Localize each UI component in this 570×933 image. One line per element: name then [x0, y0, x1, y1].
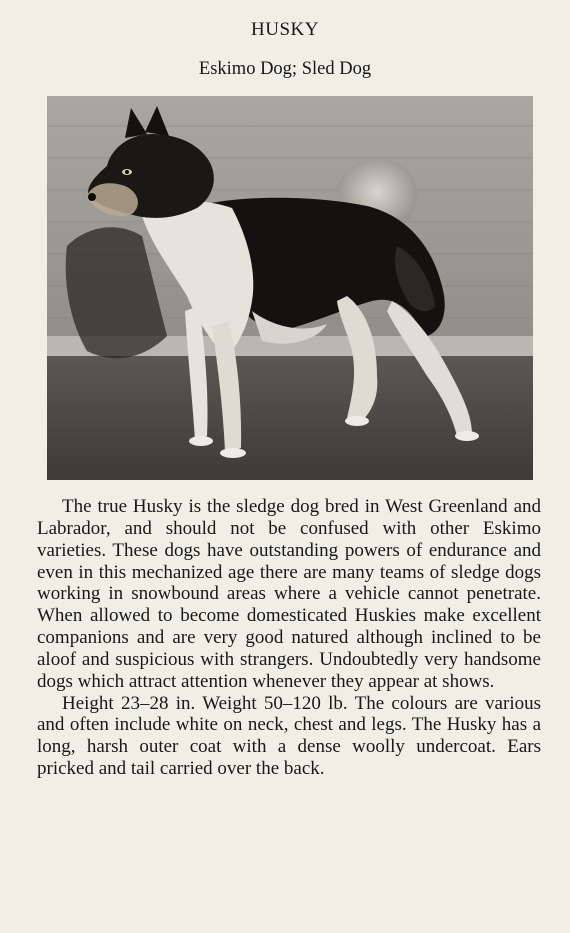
page-title: HUSKY — [251, 19, 319, 40]
page-subtitle: Eskimo Dog; Sled Dog — [198, 59, 372, 79]
description-paragraph: Height 23–28 in. Weight 50–120 lb. The colours are various and often include white on neck, chest and legs. The Husky has a long, harsh outer coat with a dense woolly undercoat. Ears pricked and tail carried over the back. — [37, 692, 541, 780]
dog-nose — [88, 193, 96, 201]
description-paragraph: The true Husky is the sledge dog bred in West Greenland and Labrador, and should not be confused with other Eskimo varieties. These dogs have outstanding powers of endurance and even in this mechanized age there are many teams of sledge dogs working in snowbound areas where a vehicle cannot penetrate. When allowed to become domesticated Huskies make excellent companions and are very good natured although inclined to be aloof and suspicious with strangers. Undoubtedly very handsome dogs which attract attention whenever they appear at shows. — [37, 496, 541, 692]
husky-photograph — [47, 96, 533, 480]
dog-paw — [220, 448, 246, 458]
breed-description — [37, 496, 541, 780]
dog-eye — [125, 170, 129, 174]
dog-paw — [455, 431, 479, 441]
dog-paw — [345, 416, 369, 426]
dog-paw — [189, 436, 213, 446]
husky-photo-illustration — [47, 96, 533, 480]
